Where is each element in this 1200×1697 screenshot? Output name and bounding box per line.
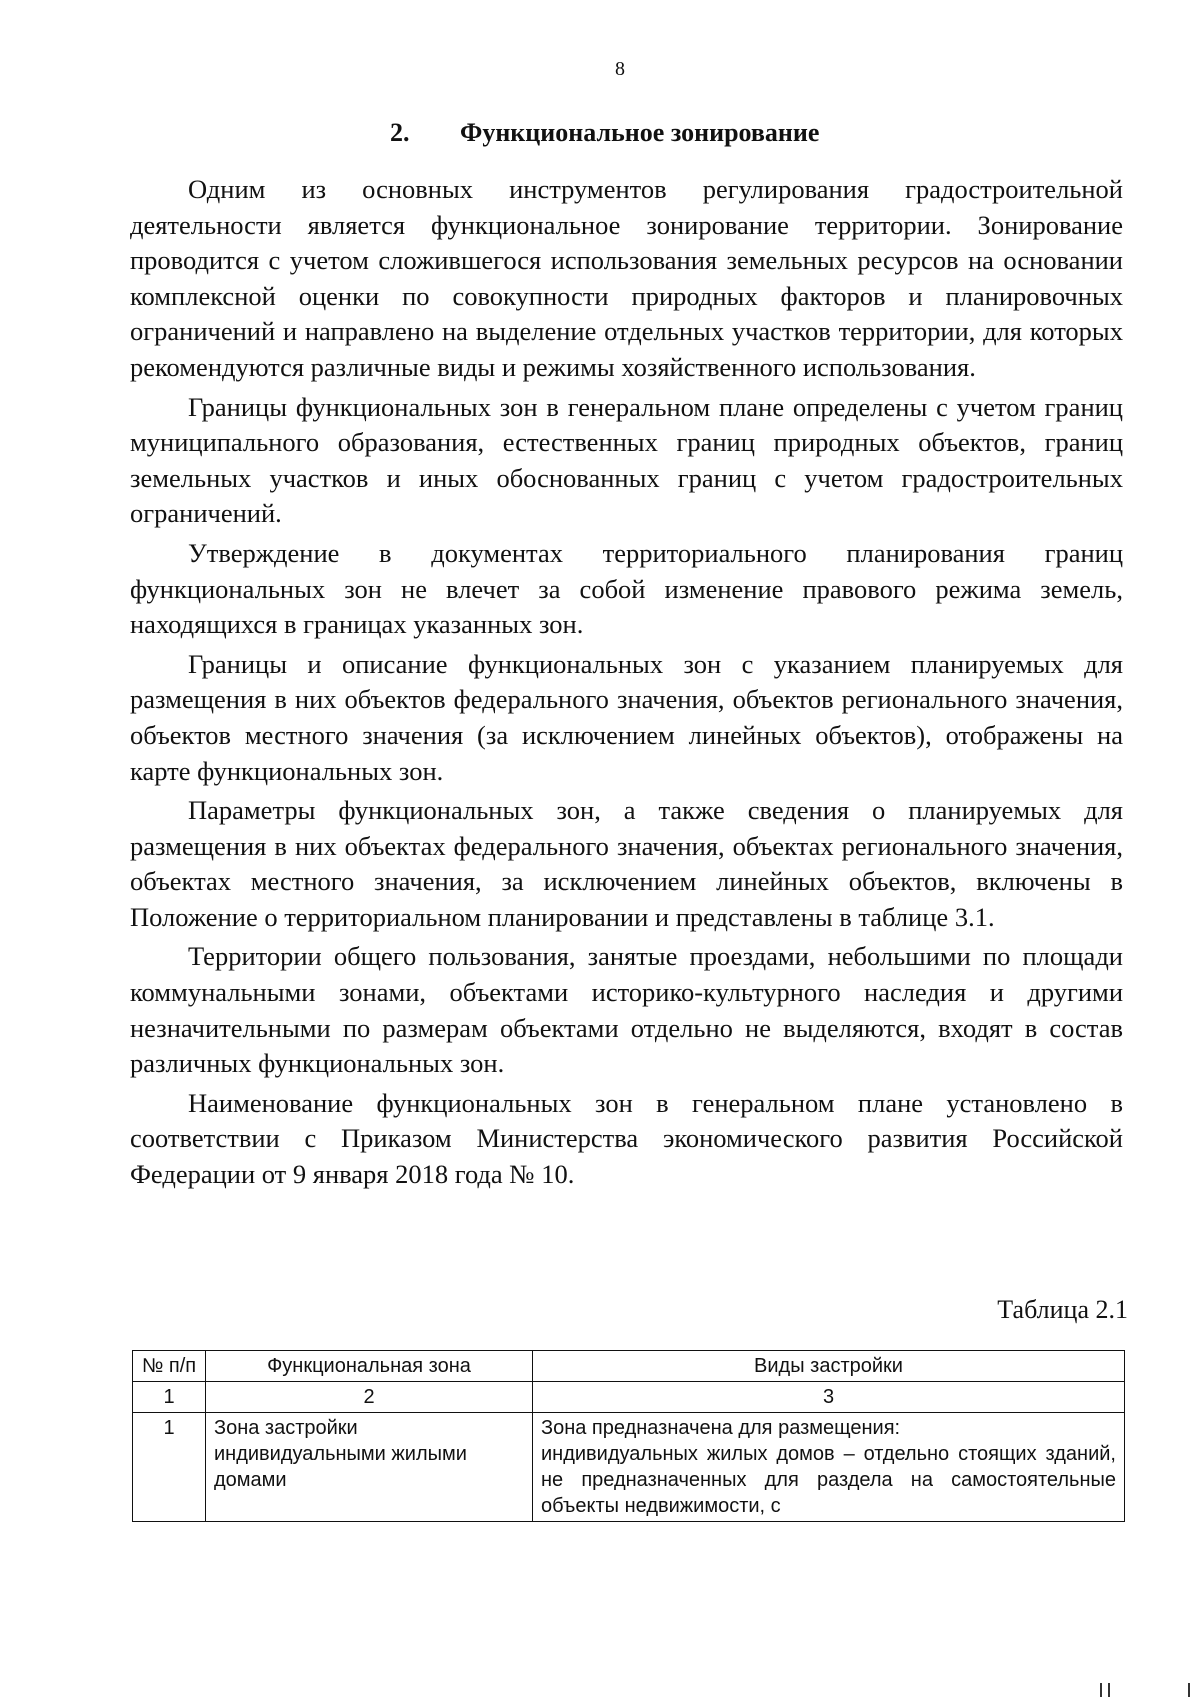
row-num: 1	[133, 1413, 206, 1522]
column-number-row	[133, 1382, 1125, 1413]
paragraph: Параметры функциональных зон, а также сведения о планируемых для размещения в них объектах федерального значения, объектах регионального значения, объектах местного значения, за исключением линейных объектов, включены в Положение о территориальном планировании и представлены в таблице 3.1.	[130, 795, 1123, 932]
row-types-intro: Зона предназначена для размещения:	[541, 1417, 901, 1439]
zones-table	[132, 1350, 1125, 1522]
section-number: 2.	[390, 118, 410, 147]
header-num: № п/п	[133, 1351, 206, 1382]
paragraph: Одним из основных инструментов регулирования градостроительной деятельности является функциональное зонирование территории. Зонирование проводится с учетом сложившегося использования земельных ресурсов на основании комплексной оценки по совокупности природных факторов и планировочных ограничений и направлено на выделение отдельных участков территории, для которых рекомендуются различные виды и режимы хозяйственного использования.	[130, 174, 1123, 382]
section-heading	[390, 118, 819, 148]
paragraph: Границы и описание функциональных зон с указанием планируемых для размещения в них объектов федерального значения, объектов регионального значения, объектов местного значения (за исключением линейных объектов), отображены на карте функциональных зон.	[130, 648, 1123, 786]
table-caption: Таблица 2.1	[997, 1295, 1128, 1324]
column-number: 3	[533, 1382, 1125, 1413]
row-types	[533, 1413, 1125, 1522]
body-text	[130, 172, 1123, 1197]
table-row	[133, 1413, 1125, 1522]
row-types-detail: индивидуальных жилых домов – отдельно стоящих зданий, не предназначенных для раздела на самостоятельные объекты недвижимости, с	[541, 1443, 1116, 1517]
paragraph: Наименование функциональных зон в генеральном плане установлено в соответствии с Приказом Министерства экономического развития Российской Федерации от 9 января 2018 года № 10.	[130, 1087, 1123, 1190]
table-header-row	[133, 1351, 1125, 1382]
scan-mark	[1100, 1683, 1102, 1697]
scan-edge-marks	[1080, 1677, 1200, 1697]
header-zone: Функциональная зона	[206, 1351, 533, 1382]
column-number: 1	[133, 1382, 206, 1413]
section-title: Функциональное зонирование	[460, 118, 820, 147]
scan-mark	[1108, 1683, 1110, 1697]
paragraph: Территории общего пользования, занятые проездами, небольшими по площади коммунальными зонами, объектами историко-культурного наследия и другими незначительными по размерам объектами отдельно не выделяются, входят в состав различных функциональных зон.	[130, 941, 1123, 1079]
page-number: 8	[615, 58, 625, 80]
row-zone: Зона застройки индивидуальными жилыми домами	[206, 1413, 533, 1522]
column-number: 2	[206, 1382, 533, 1413]
paragraph: Границы функциональных зон в генеральном плане определены с учетом границ муниципального образования, естественных границ природных объектов, границ земельных участков и иных обоснованных границ с учетом градостроительных ограничений.	[130, 391, 1123, 529]
scan-mark	[1188, 1683, 1190, 1697]
paragraph: Утверждение в документах территориального планирования границ функциональных зон не влечет за собой изменение правового режима земель, находящихся в границах указанных зон.	[130, 537, 1123, 640]
header-types: Виды застройки	[533, 1351, 1125, 1382]
